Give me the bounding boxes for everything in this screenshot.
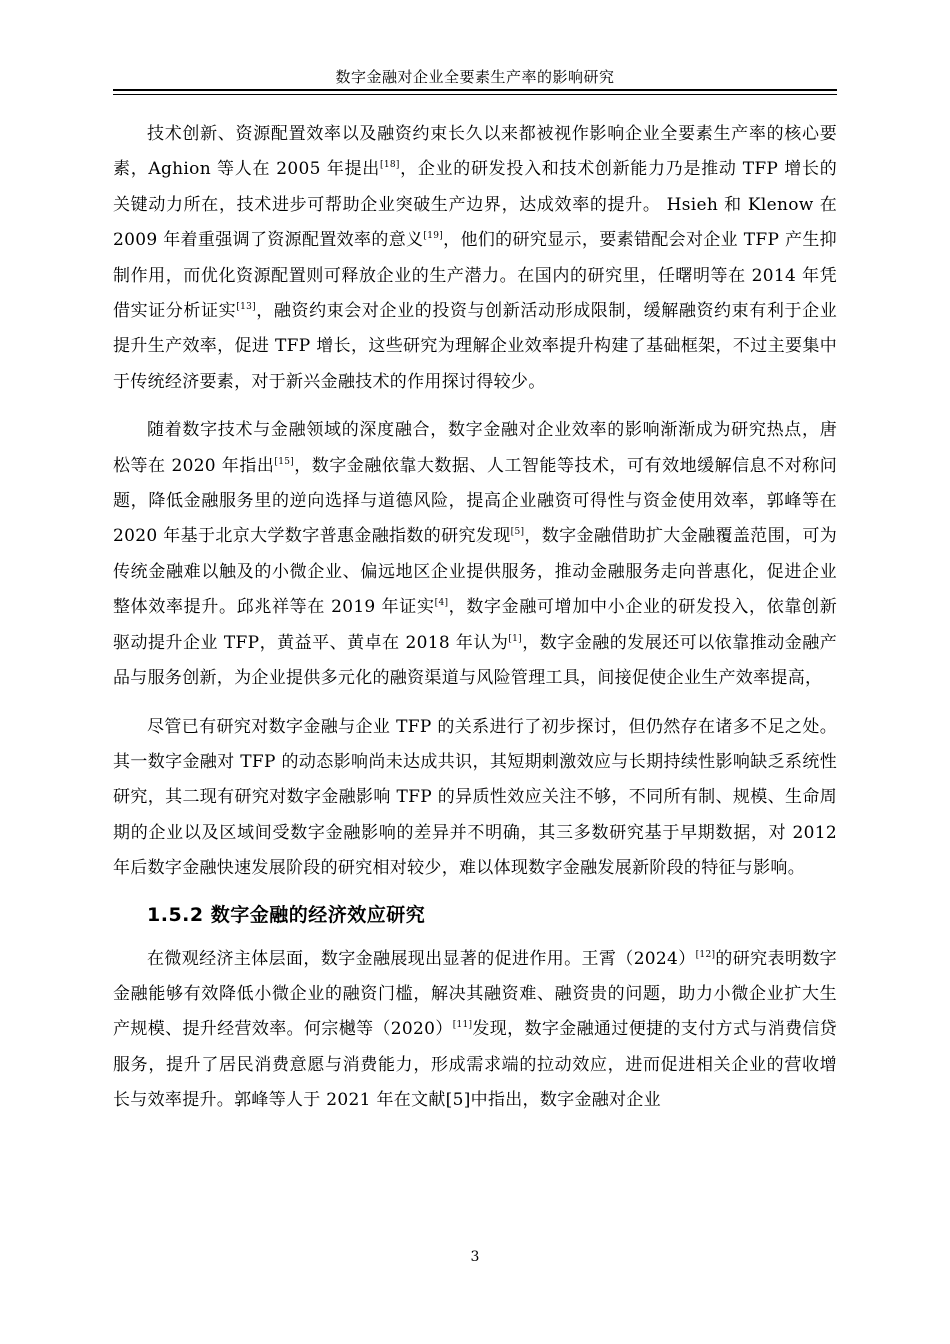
body-paragraph [113,413,837,696]
paragraph-text: ，数字金融可增加中小企业的研发投入，依靠创新驱动提升企业 TFP，黄益平、黄卓在 2018 年认为 [113,597,837,653]
paragraph-text: 技术创新、资源配置效率以及融资约束长久以来都被视作影响企业全要素生产率的核心要素，Aghion 等人在 2005 年提出 [113,124,837,180]
paragraph-text: ，数字金融依靠大数据、人工智能等技术，可有效地缓解信息不对称问题，降低金融服务里的逆向选择与道德风险，提高企业融资可得性与资金使用效率，郭峰等在 2020 年基于北京大学数字普惠金融指数的研究发现 [113,455,837,547]
citation-marker: [15] [274,456,295,467]
paragraph-text: ，企业的研发投入和技术创新能力乃是推动 TFP 增长的关键动力所在，技术进步可帮助企业突破生产边界，达成效率的提升。 Hsieh 和 Klenow 在 2009 年着重强调了资源配置效率的意义 [113,159,837,251]
page-number: 3 [470,1249,480,1265]
citation-marker: [11] [452,1020,473,1031]
paragraph-text: 的研究表明数字金融能够有效降低小微企业的融资门槛，解决其融资难、融资贵的问题，助力小微企业扩大生产规模、提升经营效率。何宗樾等（2020） [113,948,837,1040]
citation-marker: [12] [695,949,716,960]
paragraph-text: 尽管已有研究对数字金融与企业 TFP 的关系进行了初步探讨，但仍然存在诸多不足之处。其一数字金融对 TFP 的动态影响尚未达成共识，其短期刺激效应与长期持续性影响缺乏系统性研究，其二现有研究对数字金融影响 TFP 的异质性效应关注不够，不同所有制、规模、生命周期的企业以及区域间受数字金融影响的差异并不明确，其三多数研究基于早期数据，对 2012 年后数字金融快速发展阶段的研究相对较少，难以体现数字金融发展新阶段的特征与影响。 [113,716,837,879]
page-body [113,117,837,1132]
citation-marker: [19] [423,231,444,242]
citation-marker: [18] [380,160,400,171]
intro-paragraphs [113,117,837,887]
body-paragraph [113,117,837,400]
body-paragraph [113,942,837,1119]
paragraph-text: ，融资约束会对企业的投资与创新活动形成限制，缓解融资约束有利于企业提升生产效率，促进 TFP 增长，这些研究为理解企业效率提升构建了基础框架，不过主要集中于传统经济要素，对于新兴金融技术的作用探讨得较少。 [113,301,837,392]
paragraph-text: 在微观经济主体层面，数字金融展现出显著的促进作用。王霄（2024） [147,948,696,969]
paragraph-text: 随着数字技术与金融领域的深度融合，数字金融对企业效率的影响渐渐成为研究热点，唐松等在 2020 年指出 [113,420,837,476]
citation-marker: [5] [510,527,525,538]
citation-marker: [13] [236,302,256,313]
section-heading: 1.5.2 数字金融的经济效应研究 [147,903,426,926]
citation-marker: [1] [508,633,522,644]
paragraph-text: 发现，数字金融通过便捷的支付方式与消费信贷服务，提升了居民消费意愿与消费能力，形成需求端的拉动效应，进而促进相关企业的营收增长与效率提升。郭峰等人于 2021 年在文献[5]中指出，数字金融对企业 [113,1019,837,1111]
running-header: 数字金融对企业全要素生产率的影响研究 [335,68,615,86]
paragraph-text: ，数字金融借助扩大金融覆盖范围，可为传统金融难以触及的小微企业、偏远地区企业提供服务，推动金融服务走向普惠化，促进企业整体效率提升。邱兆祥等在 2019 年证实 [113,526,837,618]
section-paragraphs [113,942,837,1119]
header-rule-thick [113,89,837,91]
paragraph-text: ，他们的研究显示，要素错配会对企业 TFP 产生抑制作用，而优化资源配置则可释放企业的生产潜力。在国内的研究里，任曙明等在 2014 年凭借实证分析证实 [113,230,837,322]
paragraph-text: ，数字金融的发展还可以依靠推动金融产品与服务创新，为企业提供多元化的融资渠道与风险管理工具，间接促使企业生产效率提高， [113,632,837,689]
body-paragraph [113,710,837,887]
citation-marker: [4] [434,598,449,609]
header-rule-thin [113,94,837,95]
